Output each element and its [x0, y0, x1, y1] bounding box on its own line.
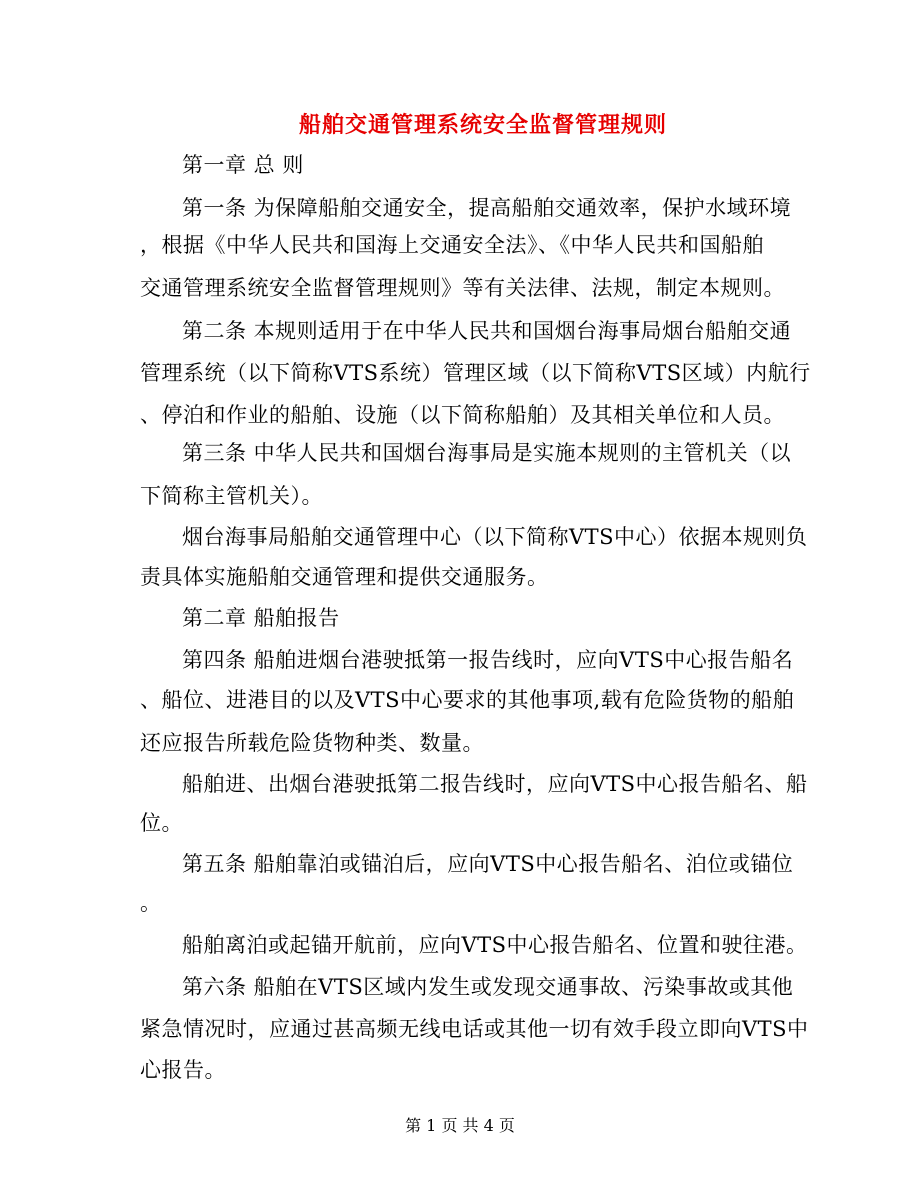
paragraph-line: 船舶离泊或起锚开航前，应向VTS中心报告船名、位置和驶往港。 — [182, 933, 808, 957]
paragraph-line: 第六条 船舶在VTS区域内发生或发现交通事故、污染事故或其他 — [182, 975, 794, 999]
paragraph-line: 位。 — [140, 811, 183, 835]
page-footer: 第 1 页 共 4 页 — [405, 1116, 515, 1135]
paragraph-line: 心报告。 — [140, 1058, 226, 1082]
document-title: 船舶交通管理系统安全监督管理规则 — [298, 112, 667, 138]
paragraph-line: 责具体实施船舶交通管理和提供交通服务。 — [140, 565, 549, 589]
paragraph-line: 第四条 船舶进烟台港驶抵第一报告线时，应向VTS中心报告船名 — [182, 648, 794, 672]
paragraph-line: 还应报告所载危险货物种类、数量。 — [140, 731, 484, 755]
chapter-heading: 第二章 船舶报告 — [182, 606, 340, 630]
paragraph-line: 管理系统（以下简称VTS系统）管理区域（以下简称VTS区域）内航行 — [140, 361, 811, 385]
paragraph-line: 交通管理系统安全监督管理规则》等有关法律、法规，制定本规则。 — [140, 276, 785, 300]
paragraph-line: 第一条 为保障船舶交通安全，提高船舶交通效率，保护水域环境 — [182, 196, 792, 220]
paragraph-line: 紧急情况时，应通过甚高频无线电话或其他一切有效手段立即向VTS中 — [140, 1017, 809, 1041]
paragraph-line: 第三条 中华人民共和国烟台海事局是实施本规则的主管机关（以 — [182, 441, 792, 465]
paragraph-line: 第五条 船舶靠泊或锚泊后，应向VTS中心报告船名、泊位或锚位 — [182, 852, 794, 876]
paragraph-line: 。 — [140, 891, 162, 915]
chapter-heading: 第一章 总 则 — [182, 153, 304, 177]
paragraph-line: 烟台海事局船舶交通管理中心（以下简称VTS中心）依据本规则负 — [182, 525, 808, 549]
paragraph-line: 下简称主管机关）。 — [140, 484, 323, 508]
paragraph-line: 船舶进、出烟台港驶抵第二报告线时，应向VTS中心报告船名、船 — [182, 772, 808, 796]
paragraph-line: ，根据《中华人民共和国海上交通安全法》、《中华人民共和国船舶 — [140, 233, 764, 257]
paragraph-line: 、船位、进港目的以及VTS中心要求的其他事项,载有危险货物的船舶 — [140, 688, 795, 712]
paragraph-line: 第二条 本规则适用于在中华人民共和国烟台海事局烟台船舶交通 — [182, 319, 792, 343]
paragraph-line: 、停泊和作业的船舶、设施（以下简称船舶）及其相关单位和人员。 — [140, 403, 785, 427]
